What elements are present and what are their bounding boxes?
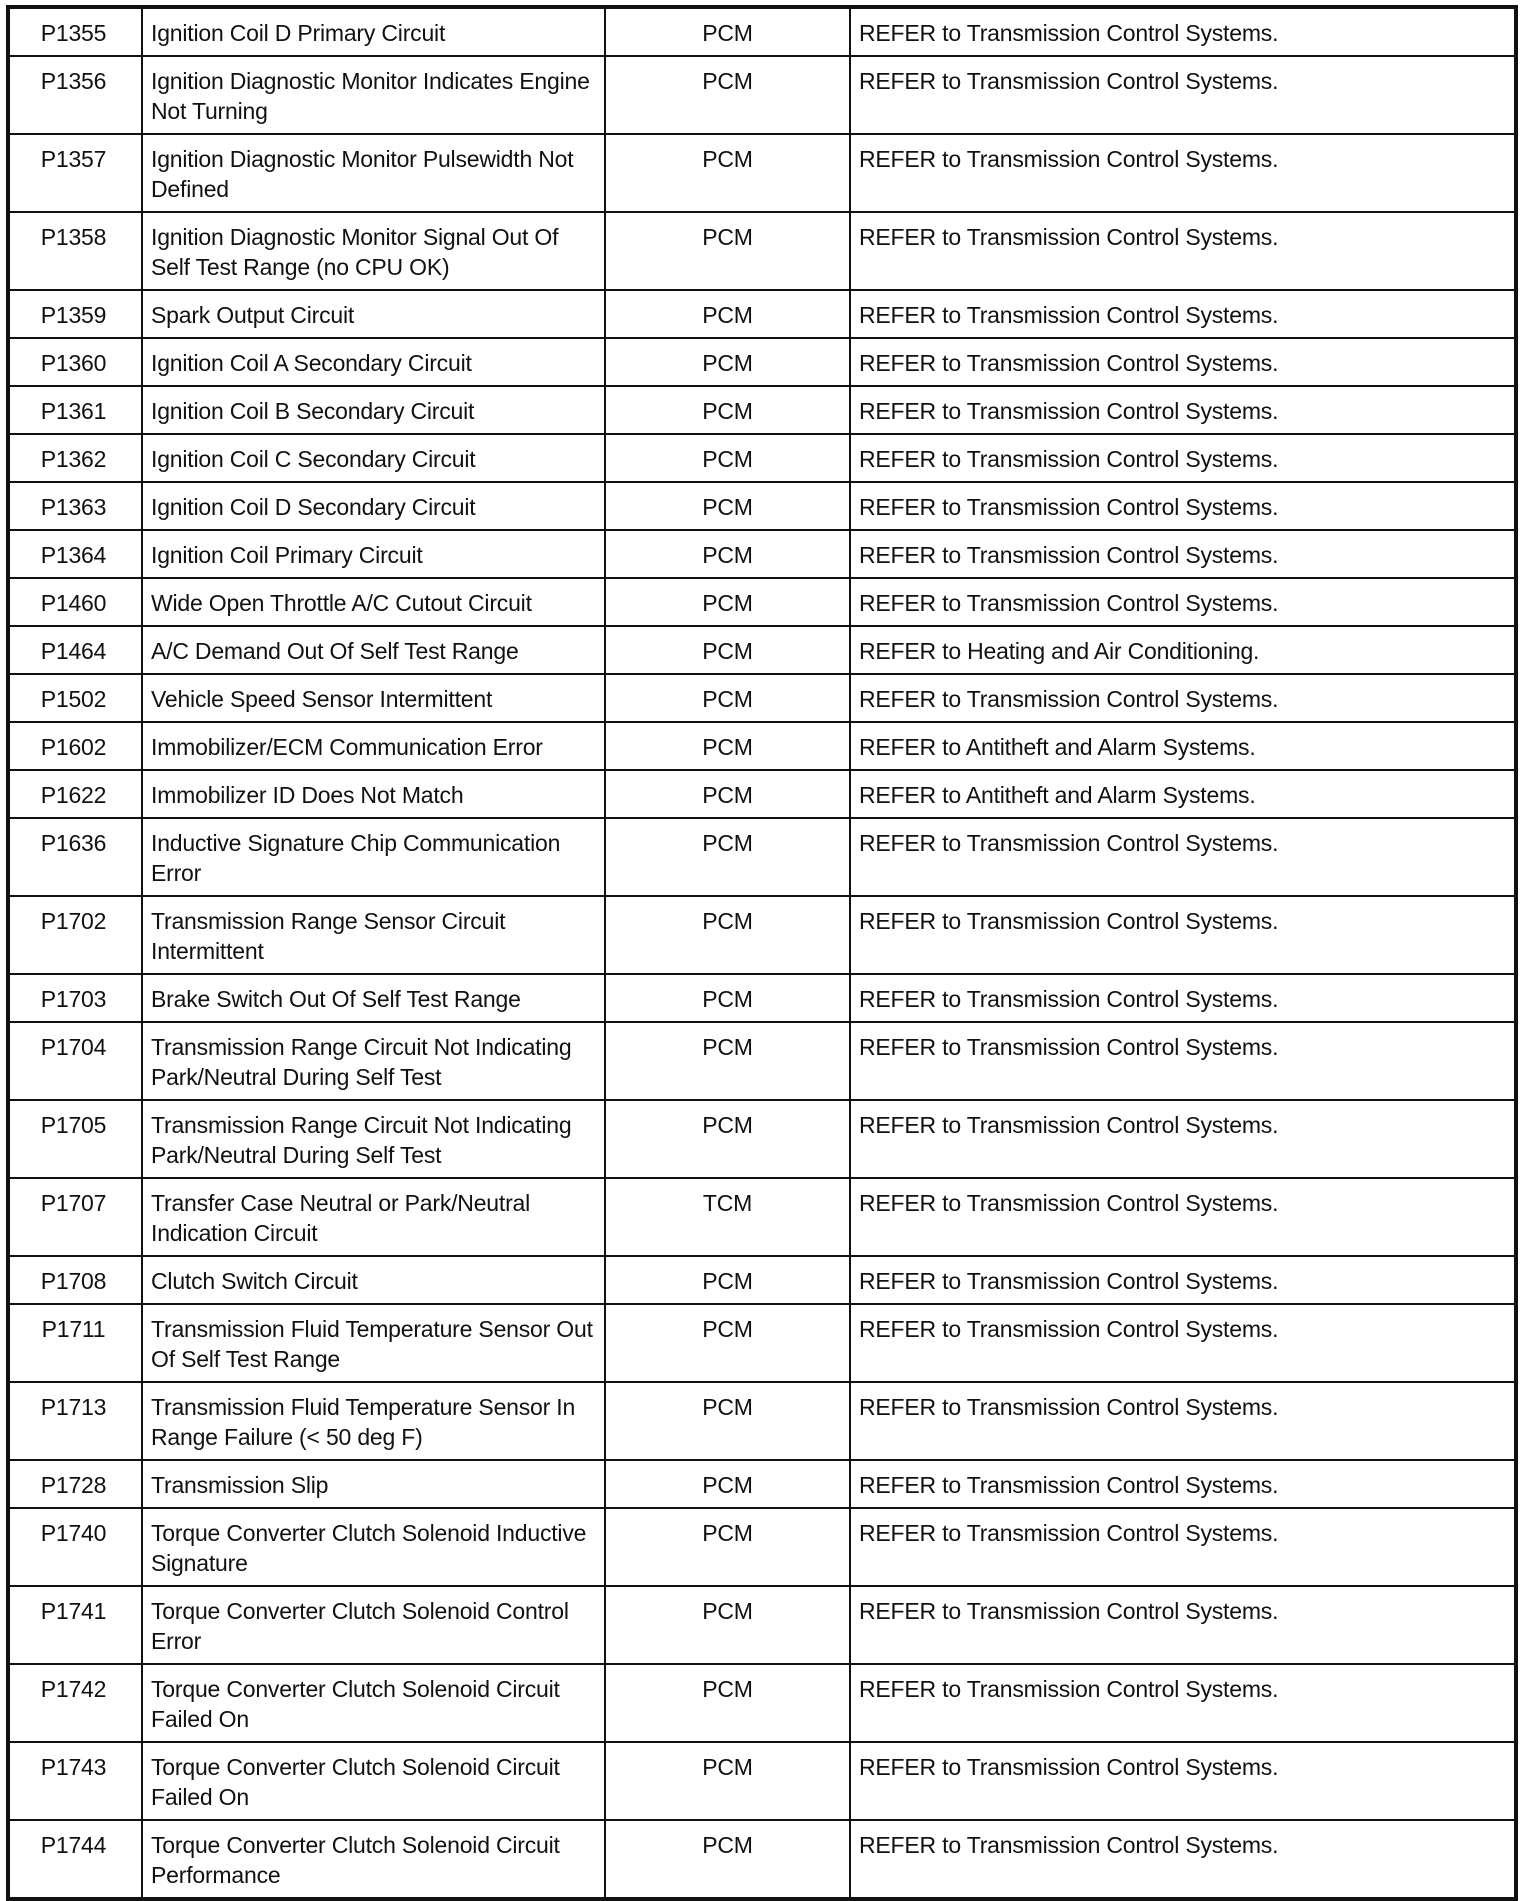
dtc-code-cell: P1713 [8,1382,142,1460]
module-cell: PCM [605,1100,850,1178]
table-row [8,1304,1516,1382]
module-cell: PCM [605,896,850,974]
module-cell: PCM [605,134,850,212]
dtc-table [6,5,1518,1901]
dtc-code-cell: P1703 [8,974,142,1022]
table-row [8,1382,1516,1460]
dtc-code-cell: P1636 [8,818,142,896]
action-cell: REFER to Transmission Control Systems. [850,212,1516,290]
action-cell: REFER to Transmission Control Systems. [850,578,1516,626]
table-row [8,818,1516,896]
action-cell: REFER to Transmission Control Systems. [850,482,1516,530]
module-cell: PCM [605,530,850,578]
action-cell: REFER to Transmission Control Systems. [850,530,1516,578]
dtc-code-cell: P1355 [8,7,142,56]
description-cell: Transmission Range Circuit Not Indicating Park/Neutral During Self Test [142,1100,605,1178]
module-cell: PCM [605,7,850,56]
table-row [8,530,1516,578]
module-cell: PCM [605,674,850,722]
description-cell: Spark Output Circuit [142,290,605,338]
action-cell: REFER to Transmission Control Systems. [850,974,1516,1022]
action-cell: REFER to Transmission Control Systems. [850,7,1516,56]
module-cell: PCM [605,434,850,482]
table-row [8,1460,1516,1508]
table-row [8,1508,1516,1586]
module-cell: PCM [605,1382,850,1460]
description-cell: Clutch Switch Circuit [142,1256,605,1304]
module-cell: PCM [605,56,850,134]
dtc-code-cell: P1460 [8,578,142,626]
dtc-code-cell: P1357 [8,134,142,212]
module-cell: PCM [605,386,850,434]
module-cell: PCM [605,578,850,626]
dtc-code-cell: P1622 [8,770,142,818]
module-cell: PCM [605,1304,850,1382]
description-cell: Ignition Coil A Secondary Circuit [142,338,605,386]
table-row [8,1178,1516,1256]
description-cell: Ignition Diagnostic Monitor Signal Out Of Self Test Range (no CPU OK) [142,212,605,290]
dtc-code-cell: P1356 [8,56,142,134]
module-cell: TCM [605,1178,850,1256]
description-cell: Transmission Slip [142,1460,605,1508]
action-cell: REFER to Antitheft and Alarm Systems. [850,722,1516,770]
description-cell: A/C Demand Out Of Self Test Range [142,626,605,674]
table-row [8,722,1516,770]
dtc-code-cell: P1362 [8,434,142,482]
action-cell: REFER to Transmission Control Systems. [850,1100,1516,1178]
module-cell: PCM [605,818,850,896]
dtc-code-cell: P1707 [8,1178,142,1256]
dtc-code-cell: P1363 [8,482,142,530]
table-row [8,134,1516,212]
dtc-code-cell: P1360 [8,338,142,386]
dtc-code-cell: P1602 [8,722,142,770]
table-row [8,1742,1516,1820]
action-cell: REFER to Transmission Control Systems. [850,1022,1516,1100]
description-cell: Ignition Coil D Primary Circuit [142,7,605,56]
table-row [8,1586,1516,1664]
table-row [8,1664,1516,1742]
module-cell: PCM [605,974,850,1022]
action-cell: REFER to Transmission Control Systems. [850,1664,1516,1742]
description-cell: Immobilizer ID Does Not Match [142,770,605,818]
dtc-code-cell: P1464 [8,626,142,674]
action-cell: REFER to Antitheft and Alarm Systems. [850,770,1516,818]
action-cell: REFER to Transmission Control Systems. [850,434,1516,482]
action-cell: REFER to Transmission Control Systems. [850,1460,1516,1508]
description-cell: Ignition Coil Primary Circuit [142,530,605,578]
description-cell: Transmission Range Sensor Circuit Intermittent [142,896,605,974]
table-row [8,770,1516,818]
dtc-code-cell: P1741 [8,1586,142,1664]
action-cell: REFER to Transmission Control Systems. [850,386,1516,434]
table-row [8,338,1516,386]
description-cell: Transmission Range Circuit Not Indicating Park/Neutral During Self Test [142,1022,605,1100]
module-cell: PCM [605,482,850,530]
action-cell: REFER to Transmission Control Systems. [850,818,1516,896]
table-row [8,1100,1516,1178]
module-cell: PCM [605,1022,850,1100]
dtc-code-cell: P1740 [8,1508,142,1586]
description-cell: Transmission Fluid Temperature Sensor Out Of Self Test Range [142,1304,605,1382]
action-cell: REFER to Heating and Air Conditioning. [850,626,1516,674]
action-cell: REFER to Transmission Control Systems. [850,56,1516,134]
module-cell: PCM [605,1460,850,1508]
description-cell: Vehicle Speed Sensor Intermittent [142,674,605,722]
module-cell: PCM [605,290,850,338]
table-row [8,7,1516,56]
table-row [8,434,1516,482]
dtc-table-body [8,7,1516,1899]
description-cell: Transfer Case Neutral or Park/Neutral Indication Circuit [142,1178,605,1256]
module-cell: PCM [605,1742,850,1820]
action-cell: REFER to Transmission Control Systems. [850,1586,1516,1664]
dtc-code-cell: P1728 [8,1460,142,1508]
table-row [8,56,1516,134]
description-cell: Ignition Diagnostic Monitor Indicates Engine Not Turning [142,56,605,134]
action-cell: REFER to Transmission Control Systems. [850,134,1516,212]
table-row [8,212,1516,290]
table-row [8,1022,1516,1100]
description-cell: Torque Converter Clutch Solenoid Circuit Performance [142,1820,605,1899]
table-row [8,626,1516,674]
description-cell: Torque Converter Clutch Solenoid Control Error [142,1586,605,1664]
module-cell: PCM [605,338,850,386]
module-cell: PCM [605,1508,850,1586]
action-cell: REFER to Transmission Control Systems. [850,896,1516,974]
dtc-code-cell: P1705 [8,1100,142,1178]
module-cell: PCM [605,212,850,290]
description-cell: Ignition Coil B Secondary Circuit [142,386,605,434]
module-cell: PCM [605,626,850,674]
action-cell: REFER to Transmission Control Systems. [850,1820,1516,1899]
description-cell: Transmission Fluid Temperature Sensor In Range Failure (< 50 deg F) [142,1382,605,1460]
description-cell: Wide Open Throttle A/C Cutout Circuit [142,578,605,626]
module-cell: PCM [605,1256,850,1304]
dtc-code-cell: P1743 [8,1742,142,1820]
description-cell: Torque Converter Clutch Solenoid Inductive Signature [142,1508,605,1586]
module-cell: PCM [605,1664,850,1742]
dtc-code-cell: P1502 [8,674,142,722]
dtc-code-cell: P1711 [8,1304,142,1382]
description-cell: Ignition Coil C Secondary Circuit [142,434,605,482]
action-cell: REFER to Transmission Control Systems. [850,290,1516,338]
action-cell: REFER to Transmission Control Systems. [850,1256,1516,1304]
description-cell: Torque Converter Clutch Solenoid Circuit Failed On [142,1742,605,1820]
action-cell: REFER to Transmission Control Systems. [850,1742,1516,1820]
description-cell: Ignition Coil D Secondary Circuit [142,482,605,530]
description-cell: Brake Switch Out Of Self Test Range [142,974,605,1022]
table-row [8,1256,1516,1304]
description-cell: Torque Converter Clutch Solenoid Circuit Failed On [142,1664,605,1742]
dtc-code-cell: P1744 [8,1820,142,1899]
description-cell: Inductive Signature Chip Communication Error [142,818,605,896]
dtc-code-cell: P1708 [8,1256,142,1304]
table-row [8,896,1516,974]
action-cell: REFER to Transmission Control Systems. [850,338,1516,386]
table-row [8,1820,1516,1899]
dtc-code-cell: P1358 [8,212,142,290]
description-cell: Ignition Diagnostic Monitor Pulsewidth Not Defined [142,134,605,212]
action-cell: REFER to Transmission Control Systems. [850,1382,1516,1460]
dtc-code-cell: P1742 [8,1664,142,1742]
module-cell: PCM [605,1586,850,1664]
module-cell: PCM [605,770,850,818]
description-cell: Immobilizer/ECM Communication Error [142,722,605,770]
module-cell: PCM [605,1820,850,1899]
action-cell: REFER to Transmission Control Systems. [850,1304,1516,1382]
dtc-code-cell: P1361 [8,386,142,434]
dtc-code-cell: P1704 [8,1022,142,1100]
table-row [8,674,1516,722]
action-cell: REFER to Transmission Control Systems. [850,1178,1516,1256]
table-row [8,482,1516,530]
dtc-code-cell: P1364 [8,530,142,578]
dtc-code-cell: P1359 [8,290,142,338]
table-row [8,386,1516,434]
table-row [8,974,1516,1022]
module-cell: PCM [605,722,850,770]
table-row [8,578,1516,626]
action-cell: REFER to Transmission Control Systems. [850,674,1516,722]
action-cell: REFER to Transmission Control Systems. [850,1508,1516,1586]
dtc-code-cell: P1702 [8,896,142,974]
table-row [8,290,1516,338]
